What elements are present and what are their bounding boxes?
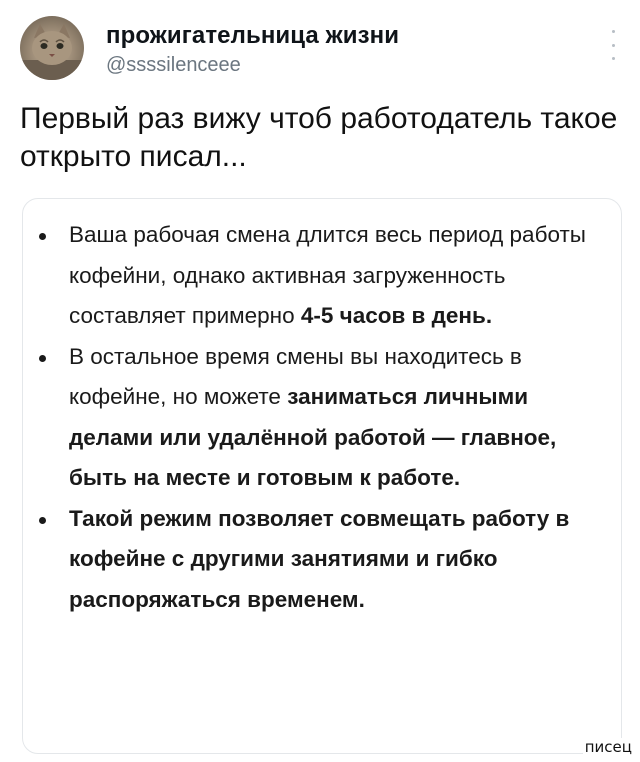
bullet-text-bold: заниматься личными делами или удалённой работой — главное, быть на месте и готовым к работе.	[69, 384, 557, 490]
watermark: писец	[584, 738, 632, 756]
bullet-text: В остальное время смены вы находитесь в кофейне, но можете	[69, 343, 522, 409]
display-name[interactable]: прожигательница жизни	[106, 22, 400, 49]
tweet-header	[20, 12, 620, 82]
list-item	[69, 215, 589, 337]
list-item	[69, 499, 589, 621]
handle[interactable]: @ssssilenceee	[106, 54, 241, 76]
bullet-text: Ваша рабочая смена длится весь период работы кофейни, однако активная загруженность составляет примерно	[69, 222, 586, 328]
bullet-text-bold: Такой режим позволяет совмещать работу в кофейне с другими занятиями и гибко распоряжаться временем.	[69, 505, 570, 612]
avatar[interactable]	[20, 16, 84, 80]
bullet-text-bold: 4-5 часов в день.	[300, 303, 493, 328]
list-item	[69, 337, 589, 499]
cat-avatar-icon	[20, 16, 84, 80]
tweet-text: Первый раз вижу чтоб работодатель такое открыто писал...	[20, 102, 618, 173]
more-vertical-icon[interactable]	[608, 30, 618, 60]
quoted-card	[22, 198, 622, 754]
bullet-list	[69, 215, 589, 620]
